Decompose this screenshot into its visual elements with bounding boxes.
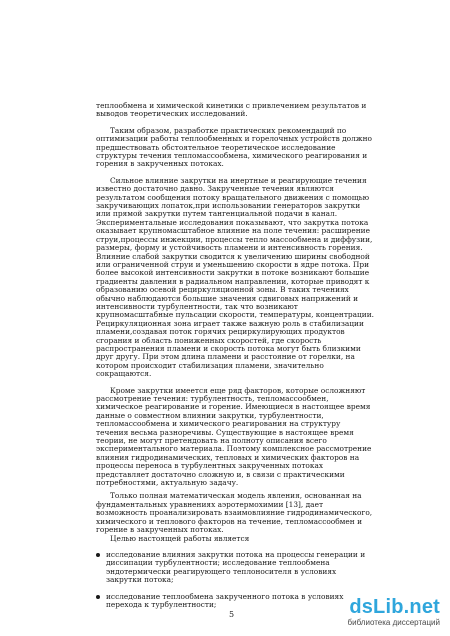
paragraph-6: Целью настоящей работы является xyxy=(110,533,250,543)
paragraph-3: Сильное влияние закрутки на инертные и реагирующие течения известно достаточно давно. Закрученные течения являются результатом сообщения потоку вращательного движения с помощью закручивающих лопаток,при использовании генераторов закрутки или прямой закрутки путем тангенциальной подачи в канал. Экспериментальные исследования показывают, что закрутка потока оказывает крупномасштабное влияние на поле течения: расширение струи,процессы инжекции, процессы тепло массообмена и диффузии, размеры, форму и устойчивость пламени и интенсивность горения. Влияние слабой закрутки сводится к увеличению ширины свободной или ограниченной струи и уменьшению скорости в ядре потока. При более высокой интенсивности закрутки в потоке возникают большие градиенты давления в радиальном направлении, которые приводят к образованию осевой рециркуляционной зоны. В таких течениях обычно наблюдаются большие значения сдвиговых напряжений и интенсивности турбулентности, так что возникают крупномасштабные пульсации скорости, температуры, концентрации. Рециркуляционная зона играет также важную роль в стабилизации пламени,создавая поток горячих рециркулирующих продуктов сгорания и область пониженных скоростей, где скорость распространения пламени и скорость потока могут быть близкими друг другу. При этом длина пламени и расстояние от горелки, на котором происходит стабилизация пламени, значительно сокращаются. xyxy=(96,175,374,379)
list-item xyxy=(96,551,374,585)
list-item-text: исследование теплообмена закрученного потока в условиях перехода к турбулентности; xyxy=(106,591,344,609)
bullet-icon xyxy=(96,553,100,557)
watermark[interactable] xyxy=(314,596,440,628)
list-item-text: исследование влияния закрутки потока на процессы генерации и диссипации турбулентности; исследование теплообмена эндотермически реагирующего теплоносителя в условиях закрутки потока; xyxy=(106,549,366,585)
bullet-icon xyxy=(96,595,100,599)
paragraph-5: Только полная математическая модель явления, основанная на фундаментальных уравнениях аэротермохимии [13], дает возможность проанализировать взаимовлияние гидродинамического, химического и теплового факторов на течение, тепломассообмен и горение в закрученных потоках. xyxy=(96,491,373,535)
paragraph-2: Таким образом, разработке практических рекомендаций по оптимизации работы теплообменных и горелочных устройств должно предшествовать обстоятельное теоретическое исследование структуры течения тепломассообмена, химического реагирования и горения в закрученных потоках. xyxy=(96,125,372,169)
body-text xyxy=(96,102,374,609)
page-number: 5 xyxy=(229,610,235,619)
paragraph-1: теплообмена и химической кинетики с привлечением результатов и выводов теоретических исследований. xyxy=(96,101,367,119)
watermark-logo[interactable]: dsLib.net xyxy=(349,596,440,618)
watermark-caption: библиотека диссертаций xyxy=(347,618,440,627)
paragraph-4: Кроме закрутки имеется еще ряд факторов, которые осложняют рассмотрение течения: турбулентность, тепломассообмен, химическое реагирование и горение. Имеющиеся в настоящее время данные о совместном влиянии закрутки, турбулентности, тепломассообмена и химического реагирования на структуру течения весьма разноречивы. Существующие в настоящее время теории, не могут претендовать на полноту описания всего экспериментального материала. Поэтому комплексное рассмотрение влияния гидродинамических, тепловых и химических факторов на процессы переноса в турбулентных закрученных потоках представляет достаточно сложную и, в связи с практическими потребностями, актуальную задачу. xyxy=(96,385,372,488)
